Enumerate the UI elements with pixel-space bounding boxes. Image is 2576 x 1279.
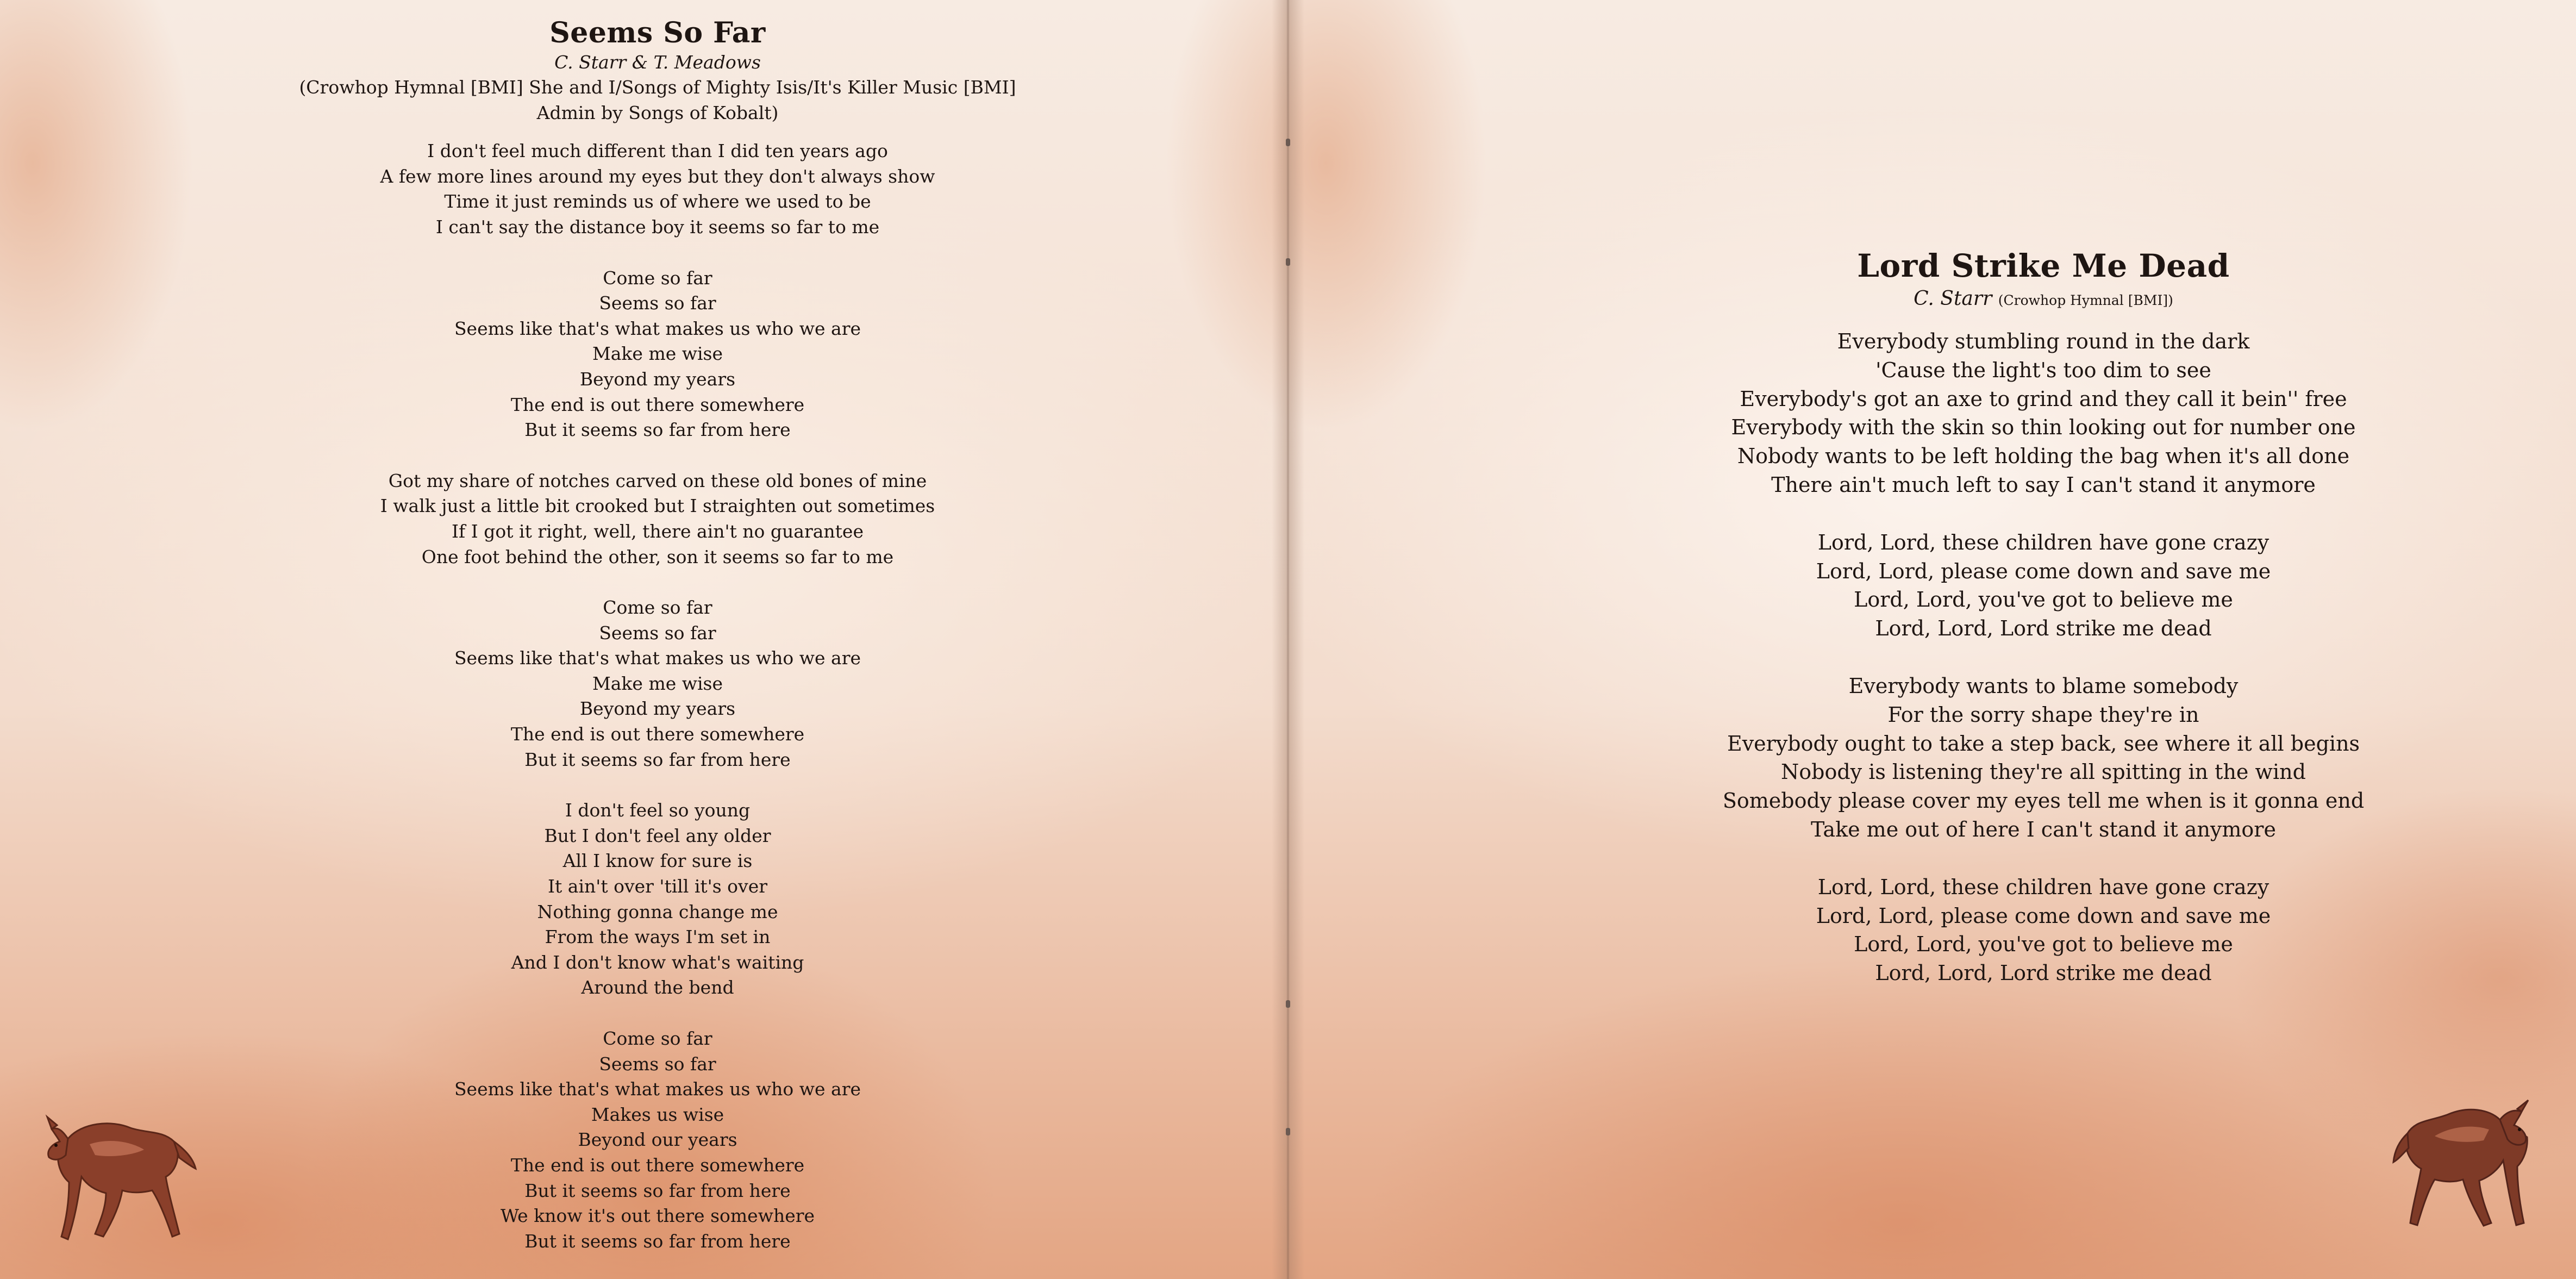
lyric-line: Lord, Lord, please come down and save me (1816, 903, 2271, 928)
lyric-line: Lord, Lord, you've got to believe me (1854, 932, 2233, 957)
stanza (1554, 672, 2533, 844)
staple (1286, 139, 1290, 146)
song-writers: C. Starr & T. Meadows (554, 52, 761, 73)
lyric-line: Come so far (603, 267, 712, 289)
lyric-line: Take me out of here I can't stand it anymore (1811, 817, 2276, 841)
lyric-line: Come so far (603, 1028, 712, 1049)
lyrics (136, 139, 1179, 1254)
stanza (136, 469, 1179, 570)
lyric-line: Beyond my years (579, 368, 736, 390)
lyric-line: I walk just a little bit crooked but I straighten out sometimes (380, 495, 935, 517)
stanza (136, 595, 1179, 772)
lyric-line: Everybody stumbling round in the dark (1837, 329, 2250, 353)
stanza (136, 1026, 1179, 1254)
lyric-line: It ain't over 'till it's over (547, 876, 767, 897)
lyric-line: Lord, Lord, these children have gone crazy (1817, 875, 2269, 899)
lyric-line: For the sorry shape they're in (1887, 702, 2199, 727)
wolf-illustration (30, 1101, 198, 1253)
lyric-line: There ain't much left to say I can't stand it anymore (1771, 472, 2316, 497)
stanza (136, 266, 1179, 443)
lyric-line: But it seems so far from here (524, 748, 791, 770)
stanza (136, 139, 1179, 240)
lyric-line: Seems so far (599, 622, 716, 644)
lyric-line: I don't feel much different than I did ten years ago (427, 140, 888, 162)
lyric-line: Everybody with the skin so thin looking out for number one (1731, 415, 2356, 440)
writer-name: C. Starr (1914, 288, 1992, 310)
lyric-line: Make me wise (592, 343, 723, 365)
lyric-line: All I know for sure is (562, 850, 753, 872)
lyric-line: Beyond my years (579, 698, 736, 720)
lyric-line: Seems like that's what makes us who we are (454, 1078, 861, 1100)
lyric-line: Everybody's got an axe to grind and they call it bein'' free (1740, 386, 2347, 411)
lyric-line: Nothing gonna change me (537, 901, 778, 922)
wolf-illustration (2391, 1087, 2549, 1239)
lyric-line: But I don't feel any older (544, 825, 771, 846)
lyric-line: But it seems so far from here (524, 1180, 791, 1201)
lyric-line: Seems like that's what makes us who we are (454, 647, 861, 669)
song-title: Lord Strike Me Dead (1857, 247, 2230, 284)
lyric-line: 'Cause the light's too dim to see (1875, 358, 2211, 382)
lyric-line: Seems like that's what makes us who we are (454, 317, 861, 339)
lyric-line: Nobody is listening they're all spitting in the wind (1781, 760, 2306, 784)
stanza (1554, 873, 2533, 988)
lyric-line: Seems so far (599, 292, 716, 314)
lyric-line: A few more lines around my eyes but they don't always show (380, 165, 935, 187)
publisher-line: Admin by Songs of Kobalt) (536, 102, 779, 123)
right-page (1293, 0, 2576, 1279)
stanza (1554, 327, 2533, 500)
lyric-line: Makes us wise (591, 1103, 724, 1125)
lyric-line: I can't say the distance boy it seems so far to me (435, 216, 880, 238)
lyric-line: Everybody wants to blame somebody (1848, 673, 2239, 698)
lyric-line: If I got it right, well, there ain't no guarantee (452, 520, 864, 542)
lyric-line: Time it just reminds us of where we used to be (444, 191, 871, 213)
lyric-line: Around the bend (581, 977, 734, 999)
lyric-line: But it seems so far from here (524, 1230, 791, 1252)
lyric-line: Lord, Lord, please come down and save me (1816, 559, 2271, 583)
left-page (0, 0, 1283, 1279)
lyric-line: One foot behind the other, son it seems so far to me (421, 546, 894, 567)
lyric-line: We know it's out there somewhere (500, 1205, 815, 1227)
staple (1286, 258, 1290, 266)
lyric-line: The end is out there somewhere (510, 1154, 805, 1176)
lyrics (1554, 327, 2533, 988)
publisher-credit: (Crowhop Hymnal [BMI]) (1998, 292, 2173, 308)
lyric-line: Lord, Lord, these children have gone crazy (1817, 530, 2269, 554)
lyric-line: Got my share of notches carved on these old bones of mine (388, 470, 927, 491)
lyric-line: And I don't know what's waiting (511, 951, 804, 973)
stanza (136, 798, 1179, 1001)
lyric-line: Everybody ought to take a step back, see where it all begins (1727, 731, 2360, 756)
song-seems-so-far (136, 16, 1179, 1279)
staple (1286, 1128, 1290, 1135)
lyric-line: Lord, Lord, Lord strike me dead (1875, 961, 2212, 985)
publisher-line: (Crowhop Hymnal [BMI] She and I/Songs of Mighty Isis/It's Killer Music [BMI] (299, 77, 1016, 98)
song-writers (1554, 288, 2533, 310)
lyric-line: Make me wise (592, 672, 723, 694)
lyric-line: Lord, Lord, you've got to believe me (1854, 588, 2233, 612)
lyric-line: Somebody please cover my eyes tell me when is it gonna end (1722, 789, 2365, 813)
lyric-line: Lord, Lord, Lord strike me dead (1875, 616, 2212, 641)
lyric-line: The end is out there somewhere (510, 723, 805, 745)
lyric-line: The end is out there somewhere (510, 394, 805, 415)
song-title: Seems So Far (549, 16, 766, 49)
lyric-line: From the ways I'm set in (545, 926, 771, 948)
stanza (1554, 528, 2533, 643)
staple (1286, 1000, 1290, 1008)
lyric-line: Seems so far (599, 1053, 716, 1075)
lyric-line: Nobody wants to be left holding the bag when it's all done (1737, 444, 2350, 469)
lyric-line: Come so far (603, 597, 712, 619)
lyric-line: But it seems so far from here (524, 419, 791, 441)
lyric-line: I don't feel so young (565, 800, 751, 821)
lyric-line: Beyond our years (578, 1129, 737, 1151)
song-lord-strike-me-dead (1554, 247, 2533, 1016)
publisher-credit (136, 75, 1179, 126)
